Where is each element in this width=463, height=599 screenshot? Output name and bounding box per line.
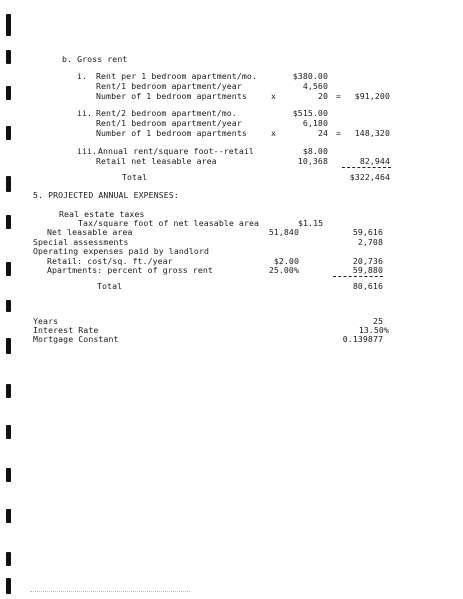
binding-mark bbox=[6, 86, 11, 100]
expenses-total-label: Total bbox=[97, 281, 123, 291]
expenses-total-value: 80,616 bbox=[352, 281, 383, 291]
item-i-count-value: 20 bbox=[317, 91, 328, 101]
tax-per-sqft-value: $1.15 bbox=[298, 218, 324, 228]
gross-rent-total-rule bbox=[342, 167, 391, 168]
interest-rate-value: 13.50% bbox=[358, 325, 389, 335]
binding-mark bbox=[6, 338, 11, 354]
item-i-count-label: Number of 1 bedroom apartments bbox=[96, 91, 247, 101]
gross-rent-total-value: $322,464 bbox=[349, 172, 390, 182]
apartments-percent-total: 59,880 bbox=[352, 265, 383, 275]
item-i-total: $91,200 bbox=[354, 91, 390, 101]
item-i-times: x bbox=[271, 91, 277, 101]
retail-cost-value: $2.00 bbox=[273, 256, 299, 266]
expenses-heading: 5. PROJECTED ANNUAL EXPENSES: bbox=[33, 190, 179, 200]
gross-rent-total-label: Total bbox=[122, 172, 148, 182]
item-i-rent-value: $380.00 bbox=[292, 71, 328, 81]
net-leasable-area-label: Net leasable area bbox=[47, 227, 133, 237]
operating-expenses-label: Operating expenses paid by landlord bbox=[33, 246, 210, 256]
binding-mark bbox=[6, 468, 11, 482]
item-iii-area-label: Retail net leasable area bbox=[96, 156, 217, 166]
net-leasable-area-total: 59,616 bbox=[352, 227, 383, 237]
binding-mark bbox=[6, 14, 11, 36]
binding-mark bbox=[6, 509, 11, 523]
apartments-percent-value: 25.00% bbox=[268, 265, 299, 275]
binding-mark bbox=[6, 126, 11, 140]
item-ii-count-value: 24 bbox=[317, 128, 328, 138]
item-iii-number: iii. bbox=[77, 146, 98, 156]
binding-mark bbox=[6, 262, 11, 276]
binding-mark bbox=[6, 552, 11, 566]
item-ii-rent-value: $515.00 bbox=[292, 108, 328, 118]
item-iii-area-value: 10,368 bbox=[297, 156, 328, 166]
apartments-percent-label: Apartments: percent of gross rent bbox=[47, 265, 213, 275]
binding-mark bbox=[6, 384, 11, 398]
item-i-year-value: 4,560 bbox=[302, 81, 328, 91]
item-iii-rent-value: $8.00 bbox=[302, 146, 328, 156]
item-i-number: i. bbox=[77, 71, 88, 81]
years-label: Years bbox=[33, 316, 59, 326]
net-leasable-area-value: 51,840 bbox=[268, 227, 299, 237]
item-i-year-label: Rent/1 bedroom apartment/year bbox=[96, 81, 242, 91]
binding-mark bbox=[6, 215, 11, 229]
binding-mark bbox=[6, 578, 11, 594]
real-estate-taxes-label: Real estate taxes bbox=[59, 209, 145, 219]
special-assessments-label: Special assessments bbox=[33, 237, 129, 247]
tax-per-sqft-label: Tax/square foot of net leasable area bbox=[78, 218, 260, 228]
item-iii-rent-label: Annual rent/square foot--retail bbox=[98, 146, 254, 156]
item-ii-times: x bbox=[271, 128, 277, 138]
scan-artifact-line bbox=[30, 591, 190, 593]
item-ii-count-label: Number of 1 bedroom apartments bbox=[96, 128, 247, 138]
item-ii-year-label: Rent/1 bedroom apartment/year bbox=[96, 118, 242, 128]
special-assessments-total: 2,708 bbox=[357, 237, 383, 247]
years-value: 25 bbox=[372, 316, 383, 326]
item-ii-rent-label: Rent/2 bedroom apartment/mo. bbox=[96, 108, 237, 118]
binding-mark bbox=[6, 425, 11, 439]
binding-mark bbox=[6, 300, 11, 312]
interest-rate-label: Interest Rate bbox=[33, 325, 99, 335]
item-iii-total: 82,944 bbox=[359, 156, 390, 166]
item-ii-year-value: 6,180 bbox=[302, 118, 328, 128]
binding-mark bbox=[6, 176, 11, 192]
gross-rent-heading: b. Gross rent bbox=[62, 54, 128, 64]
expenses-total-rule bbox=[333, 276, 383, 277]
item-i-equals: = bbox=[336, 91, 342, 101]
item-i-rent-label: Rent per 1 bedroom apartment/mo. bbox=[96, 71, 257, 81]
item-ii-total: 148,320 bbox=[354, 128, 390, 138]
mortgage-constant-value: 0.139877 bbox=[342, 334, 383, 344]
binding-mark bbox=[6, 50, 11, 64]
retail-cost-label: Retail: cost/sq. ft./year bbox=[47, 256, 173, 266]
item-ii-number: ii. bbox=[77, 108, 93, 118]
item-ii-equals: = bbox=[336, 128, 342, 138]
retail-cost-total: 20,736 bbox=[352, 256, 383, 266]
mortgage-constant-label: Mortgage Constant bbox=[33, 334, 119, 344]
